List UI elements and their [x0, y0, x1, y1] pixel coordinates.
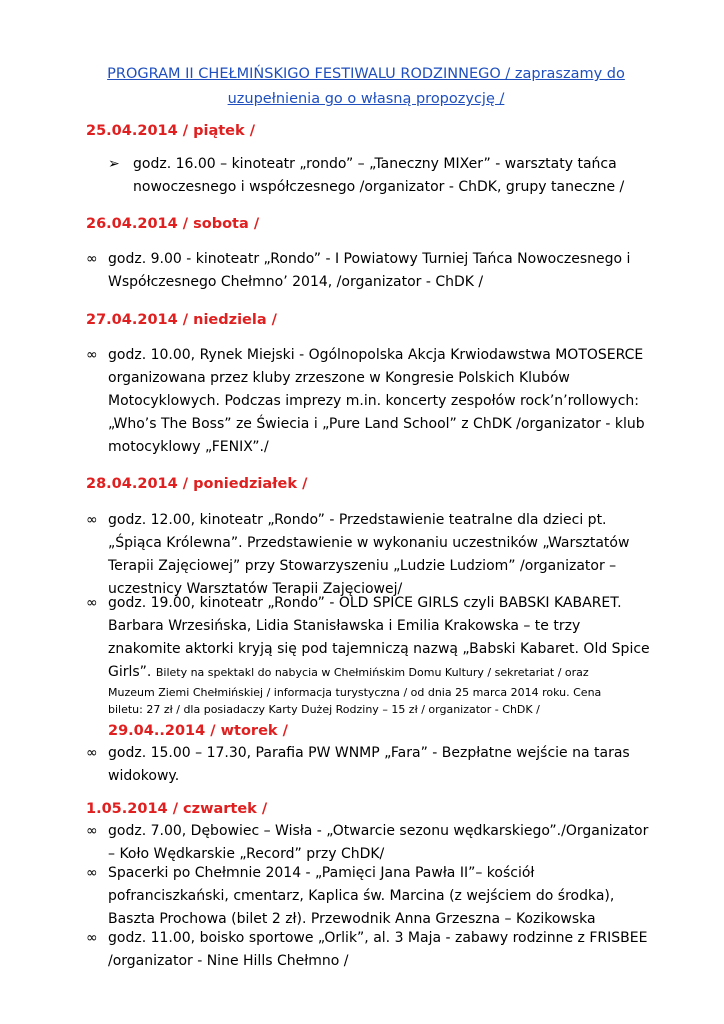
item-line: godz. 7.00, Dębowiec – Wisła - „Otwarcie sezonu wędkarskiego”./Organizator	[108, 823, 649, 839]
item-line: nowoczesnego i współczesnego /organizator - ChDK, grupy taneczne /	[133, 179, 625, 195]
item-line: Girls”.	[108, 664, 152, 680]
day-heading: 28.04.2014 / poniedziałek /	[86, 476, 308, 492]
ticket-info-line: Muzeum Ziemi Chełmińskiej / informacja turystyczna / od dnia 25 marca 2014 roku. Cena	[108, 686, 602, 699]
item-line: godz. 10.00, Rynek Miejski - Ogólnopolska Akcja Krwiodawstwa MOTOSERCE	[108, 347, 644, 363]
day-heading: 26.04.2014 / sobota /	[86, 216, 260, 232]
day-heading: 25.04.2014 / piątek /	[86, 123, 256, 139]
list-item	[108, 344, 645, 459]
ticket-info-line: biletu: 27 zł / dla posiadaczy Karty Dużej Rodziny – 15 zł / organizator - ChDK /	[108, 703, 540, 716]
item-line: pofranciszkański, cmentarz, Kaplica św. Marcina (z wejściem do środka),	[108, 888, 615, 904]
item-line: Barbara Wrzesińska, Lidia Stanisławska i Emilia Krakowska – te trzy	[108, 618, 581, 634]
infinity-bullet-icon: ∞	[86, 865, 98, 881]
item-line: uczestnicy Warsztatów Terapii Zajęciowej/	[108, 581, 403, 597]
infinity-bullet-icon: ∞	[86, 930, 98, 946]
item-line: godz. 9.00 - kinoteatr „Rondo” - I Powiatowy Turniej Tańca Nowoczesnego i	[108, 251, 631, 267]
infinity-bullet-icon: ∞	[86, 745, 98, 761]
list-item	[108, 742, 630, 788]
infinity-bullet-icon: ∞	[86, 823, 98, 839]
item-line: godz. 11.00, boisko sportowe „Orlik”, al. 3 Maja - zabawy rodzinne z FRISBEE	[108, 930, 648, 946]
list-item	[108, 927, 647, 973]
day-heading: 29.04..2014 / wtorek /	[108, 723, 288, 739]
document-title[interactable]	[86, 62, 646, 112]
item-line: Spacerki po Chełmnie 2014 - „Pamięci Jana Pawła II”– kościół	[108, 865, 535, 881]
item-line: znakomite aktorki kryją się pod tajemniczą nazwą „Babski Kabaret. Old Spice	[108, 641, 650, 657]
item-line: godz. 19.00, kinoteatr „Rondo” - OLD SPICE GIRLS czyli BABSKI KABARET.	[108, 595, 622, 611]
infinity-bullet-icon: ∞	[86, 595, 98, 611]
infinity-bullet-icon: ∞	[86, 512, 98, 528]
list-item	[108, 862, 614, 931]
arrow-bullet-icon: ➢	[108, 156, 120, 172]
list-item	[108, 248, 630, 294]
item-line: Terapii Zajęciowej” przy Stowarzyszeniu „Ludzie Ludziom” /organizator –	[108, 558, 617, 574]
list-item	[108, 820, 648, 866]
list-item	[108, 592, 650, 718]
item-line: – Koło Wędkarskie „Record” przy ChDK/	[108, 846, 385, 862]
item-line: Baszta Prochowa (bilet 2 zł). Przewodnik Anna Grzeszna – Kozikowska	[108, 911, 596, 927]
list-item	[133, 153, 624, 199]
item-line: godz. 12.00, kinoteatr „Rondo” - Przedstawienie teatralne dla dzieci pt.	[108, 512, 607, 528]
title-line-2: uzupełnienia go o własną propozycję /	[227, 91, 505, 107]
item-line: „Who’s The Boss” ze Świecia i „Pure Land School” z ChDK /organizator - klub	[108, 416, 645, 432]
item-line: godz. 15.00 – 17.30, Parafia PW WNMP „Fara” - Bezpłatne wejście na taras	[108, 745, 630, 761]
item-line: godz. 16.00 – kinoteatr „rondo” – „Taneczny MIXer” - warsztaty tańca	[133, 156, 617, 172]
infinity-bullet-icon: ∞	[86, 347, 98, 363]
title-line-1: PROGRAM II CHEŁMIŃSKIGO FESTIWALU RODZINNEGO / zapraszamy do	[107, 66, 625, 82]
item-line: /organizator - Nine Hills Chełmno /	[108, 953, 349, 969]
item-line: widokowy.	[108, 768, 180, 784]
infinity-bullet-icon: ∞	[86, 251, 98, 267]
item-line-mixed	[108, 661, 650, 684]
day-heading: 27.04.2014 / niedziela /	[86, 312, 277, 328]
list-item	[108, 509, 629, 601]
item-line: Współczesnego Chełmno’ 2014, /organizator - ChDK /	[108, 274, 484, 290]
item-line: organizowana przez kluby zrzeszone w Kongresie Polskich Klubów	[108, 370, 570, 386]
item-line: motocyklowy „FENIX”./	[108, 439, 269, 455]
day-heading: 1.05.2014 / czwartek /	[86, 801, 268, 817]
ticket-info-inline: Bilety na spektakl do nabycia w Chełmińskim Domu Kultury / sekretariat / oraz	[155, 666, 589, 679]
item-line: „Śpiąca Królewna”. Przedstawienie w wykonaniu uczestników „Warsztatów	[108, 535, 630, 551]
item-line: Motocyklowych. Podczas imprezy m.in. koncerty zespołów rock’n’rollowych:	[108, 393, 639, 409]
